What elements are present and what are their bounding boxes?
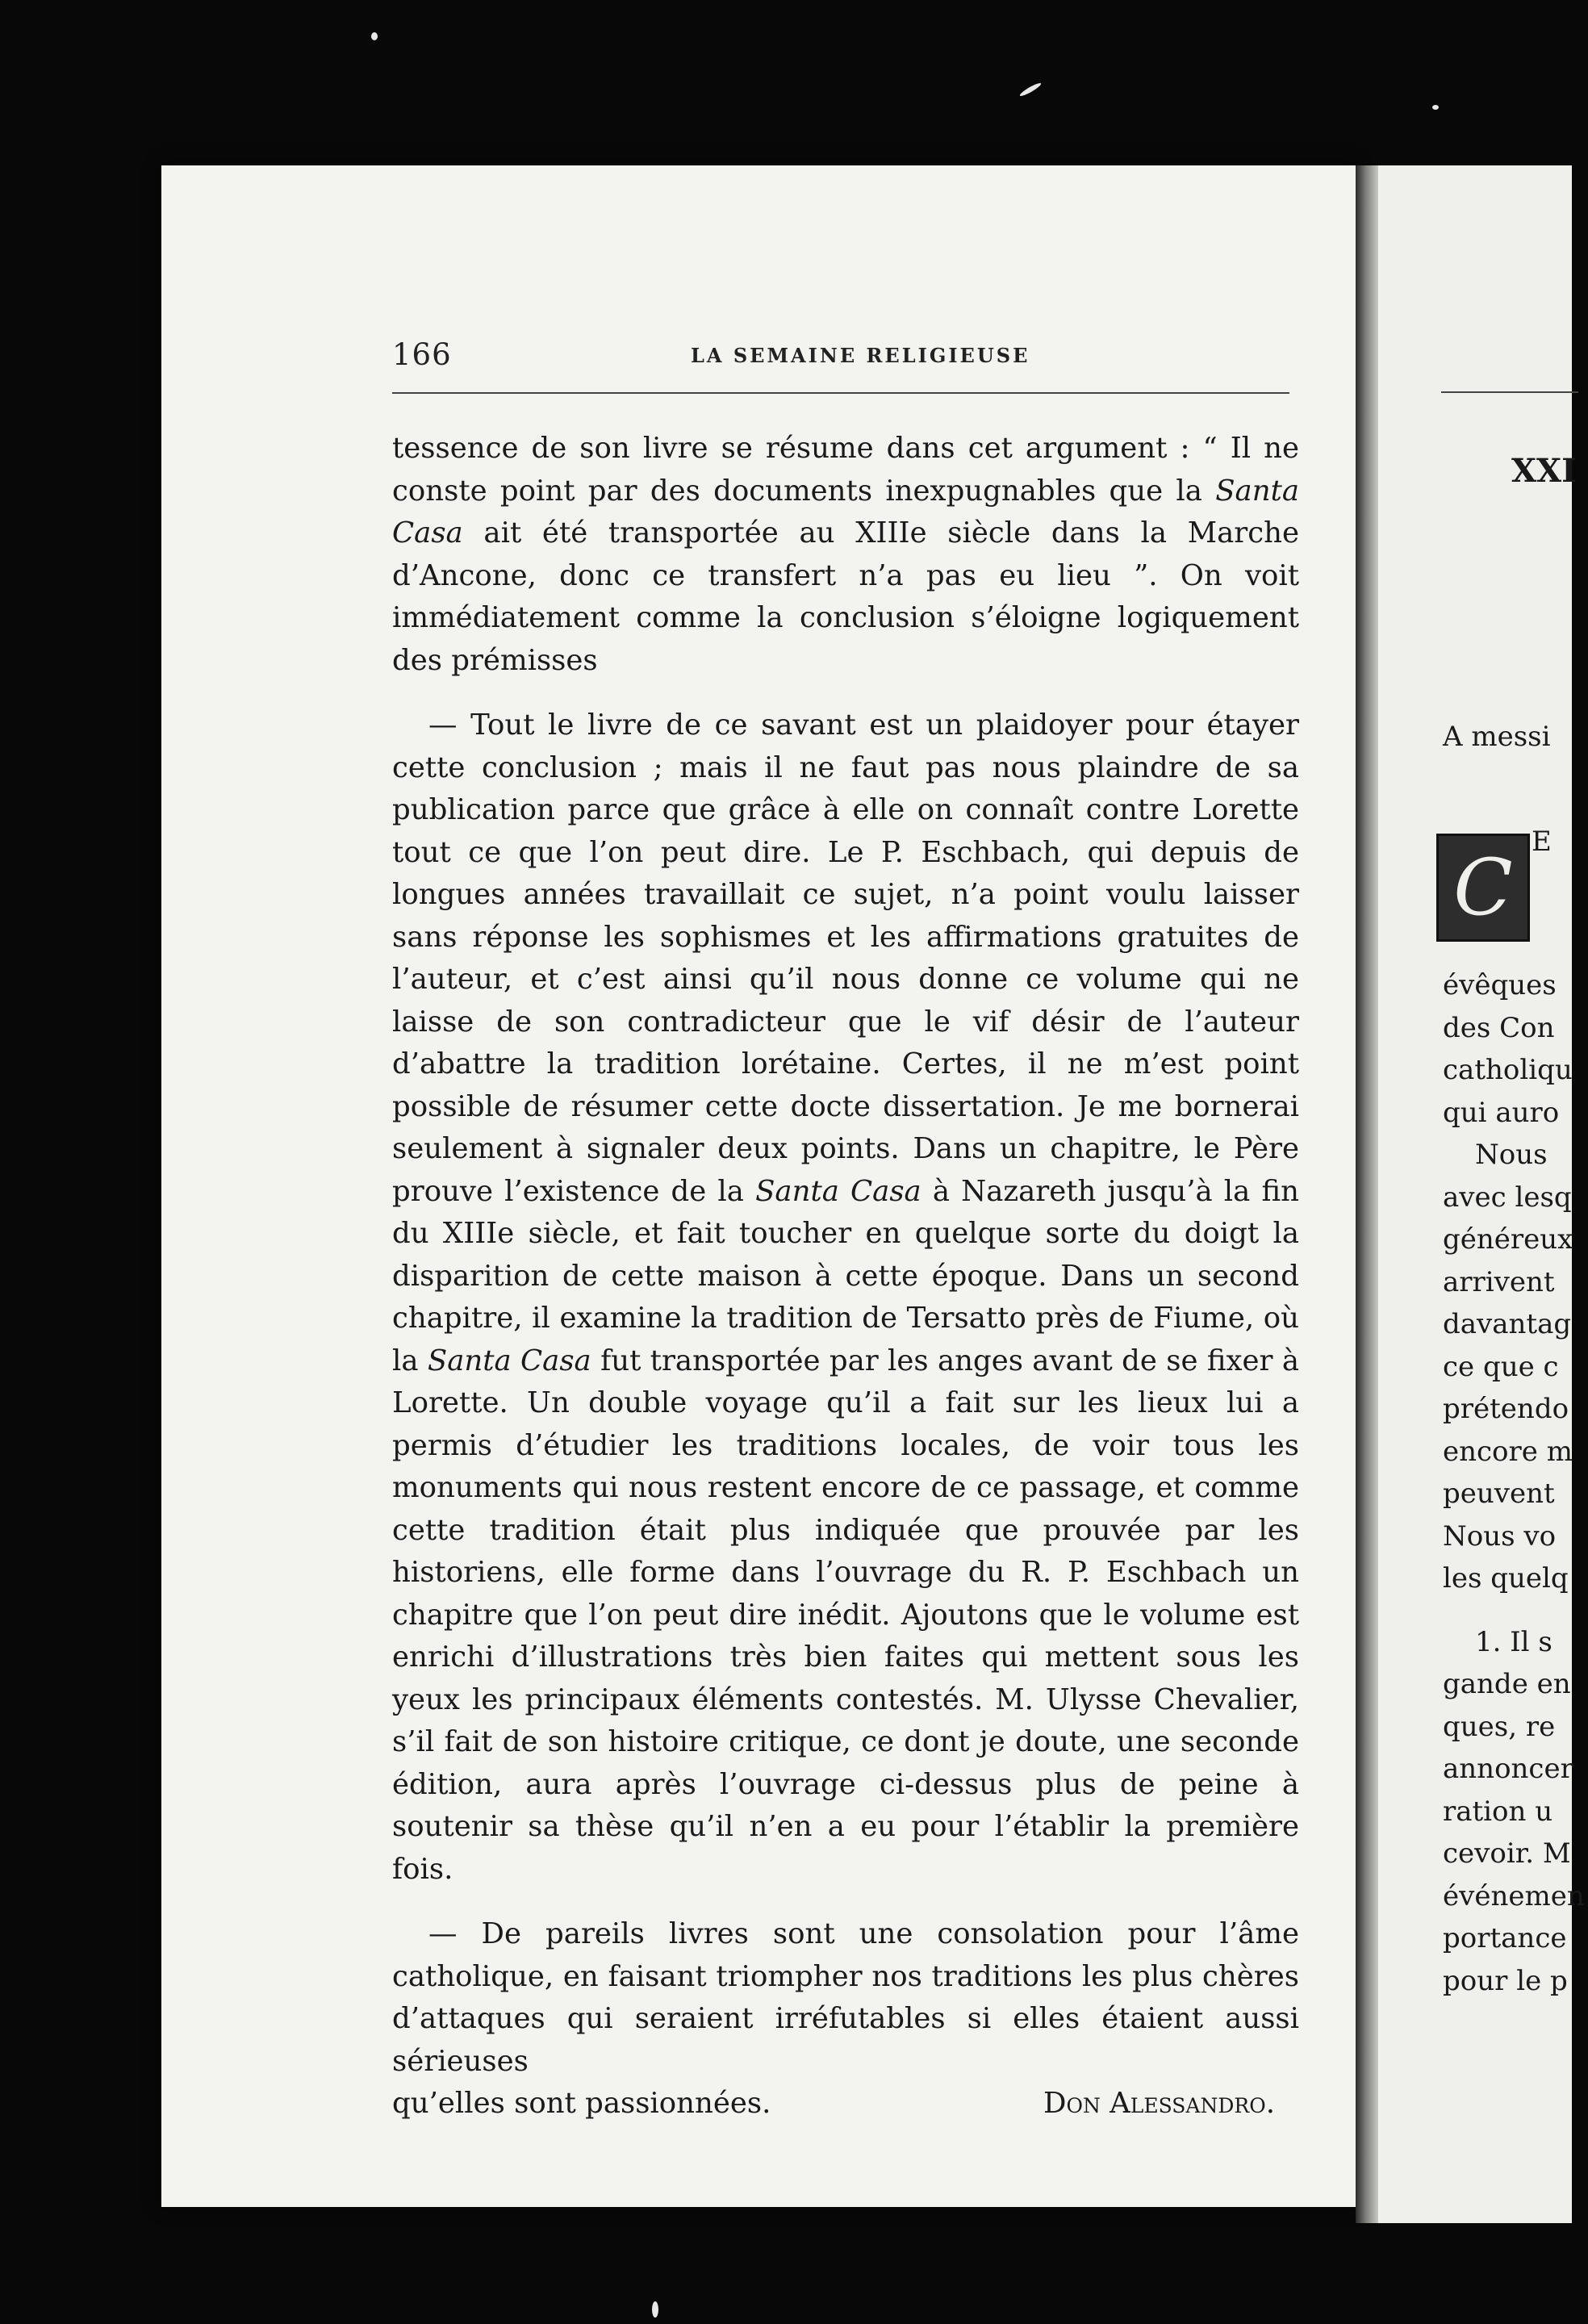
right-line: événemen [1443,1879,1585,1912]
right-line: évêques [1443,969,1557,1001]
paragraph-3 [392,1913,1299,2083]
article-body [392,428,1299,2125]
drop-cap-continuation: E [1532,826,1552,858]
right-page-head-rule [1441,391,1578,393]
right-line: Nous vo [1443,1519,1557,1553]
italic-term: Santa Casa [392,474,1299,550]
running-head [392,337,1449,374]
right-line: des Con [1443,1011,1555,1044]
italic-term: Santa Casa [755,1174,921,1208]
right-line: généreux [1443,1223,1573,1256]
paragraph-1 [392,428,1299,682]
right-line: encore m [1443,1435,1573,1468]
right-line: prétendo [1443,1393,1569,1425]
right-page [1378,165,1585,2223]
paragraph-text: — Tout le livre de ce savant est un plaidoyer pour étayer cette conclusion ; mais il ne faut pas nous plaindre de sa publication parce que grâce à elle on connaît contre Lorette tout ce que l’on peut dire. Le P. Eschbach, qui depuis de longues années travaillait ce sujet, n’a point voulu laisser sans réponse les sophismes et les affirmations gratuites de l’auteur, et c’est ainsi qu’il nous donne ce volume qui ne laisse de son contradicteur que le vif désir de l’auteur d’abattre la tradition lorétaine. Certes, il ne m’est point possible de résumer cette docte dissertation. Je me bornerai seulement à signaler deux points. Dans un chapitre, le Père prouve l’existence de la [392,708,1299,1208]
right-line: arrivent [1443,1265,1555,1298]
right-page-text [1443,964,1588,2002]
paragraph-text: ait été transportée au XIIIe siècle dans la Marche d’Ancone, donc ce transfert n’a pas eu lieu ”. On voit immédiatement comme la conclusion s’éloigne logiquement des prémisses [392,516,1299,677]
right-line: catholiqu [1443,1054,1573,1086]
book-gutter [1356,165,1378,2223]
paragraph-gap [1443,1600,1588,1621]
paragraph-text: — De pareils livres sont une consolation pour l’âme catholique, en faisant triompher nos traditions les plus chères d’attaques qui seraient irréfutables si elles étaient aussi sérieuses [392,1917,1299,2078]
right-line: qui auro [1443,1096,1560,1129]
author-signature: Don Alessandro. [1043,2087,1275,2120]
right-line: peuvent [1443,1478,1555,1510]
right-line: ce que c [1443,1350,1559,1383]
right-line: ration u [1443,1795,1553,1828]
right-line: portance [1443,1922,1567,1954]
right-line: Nous [1475,1139,1548,1171]
right-page-heading: XXI [1511,452,1577,490]
signature-line [392,2083,1299,2125]
right-line: avec lesq [1443,1181,1572,1214]
italic-term: Santa Casa [427,1344,591,1377]
page-number: 166 [392,337,452,372]
right-line: ques, re [1443,1710,1556,1743]
paragraph-2 [392,704,1299,1891]
paragraph-final-line: qu’elles sont passionnées. [392,2087,771,2120]
right-line: les quelq [1443,1562,1569,1595]
paragraph-text: tessence de son livre se résume dans cet argument : “ Il ne conste point par des documents inexpugnables que la [392,432,1299,508]
paragraph-text: à Nazareth jusqu’à la fin du XIIIe siècle, et fait toucher en quelque sorte du doigt la disparition de cette maison à cette époque. Dans un second chapitre, il examine la tradition de Tersatto près de Fiume, où la [392,1174,1300,1377]
right-line: gande en [1443,1668,1571,1700]
right-line: annoncer [1443,1753,1573,1785]
right-page-salutation: A messi [1443,721,1551,753]
right-line: cevoir. M [1443,1837,1571,1870]
right-line: davantag [1443,1308,1572,1340]
header-rule [392,392,1289,394]
right-line: pour le p [1443,1964,1568,1997]
paragraph-text: fut transportée par les anges avant de se fixer à Lorette. Un double voyage qu’il a fait sur les lieux lui a permis d’étudier les traditions locales, de voir tous les monuments qui nous restent encore de ce passage, et comme cette tradition était plus indiquée que prouvée par les historiens, elle forme dans l’ouvrage du R. P. Eschbach un chapitre que l’on peut dire inédit. Ajoutons que le volume est enrichi d’illustrations très bien faites qui mettent sous les yeux les principaux éléments contestés. M. Ulysse Chevalier, s’il fait de son histoire critique, ce dont je doute, une seconde édition, aura après l’ouvrage ci-dessus plus de peine à soutenir sa thèse qu’il n’en a eu pour l’établir la première fois. [392,1344,1300,1886]
ornamental-drop-cap: C [1436,834,1530,942]
right-line: 1. Il s [1475,1625,1552,1658]
header-title: LA SEMAINE RELIGIEUSE [691,344,1030,367]
